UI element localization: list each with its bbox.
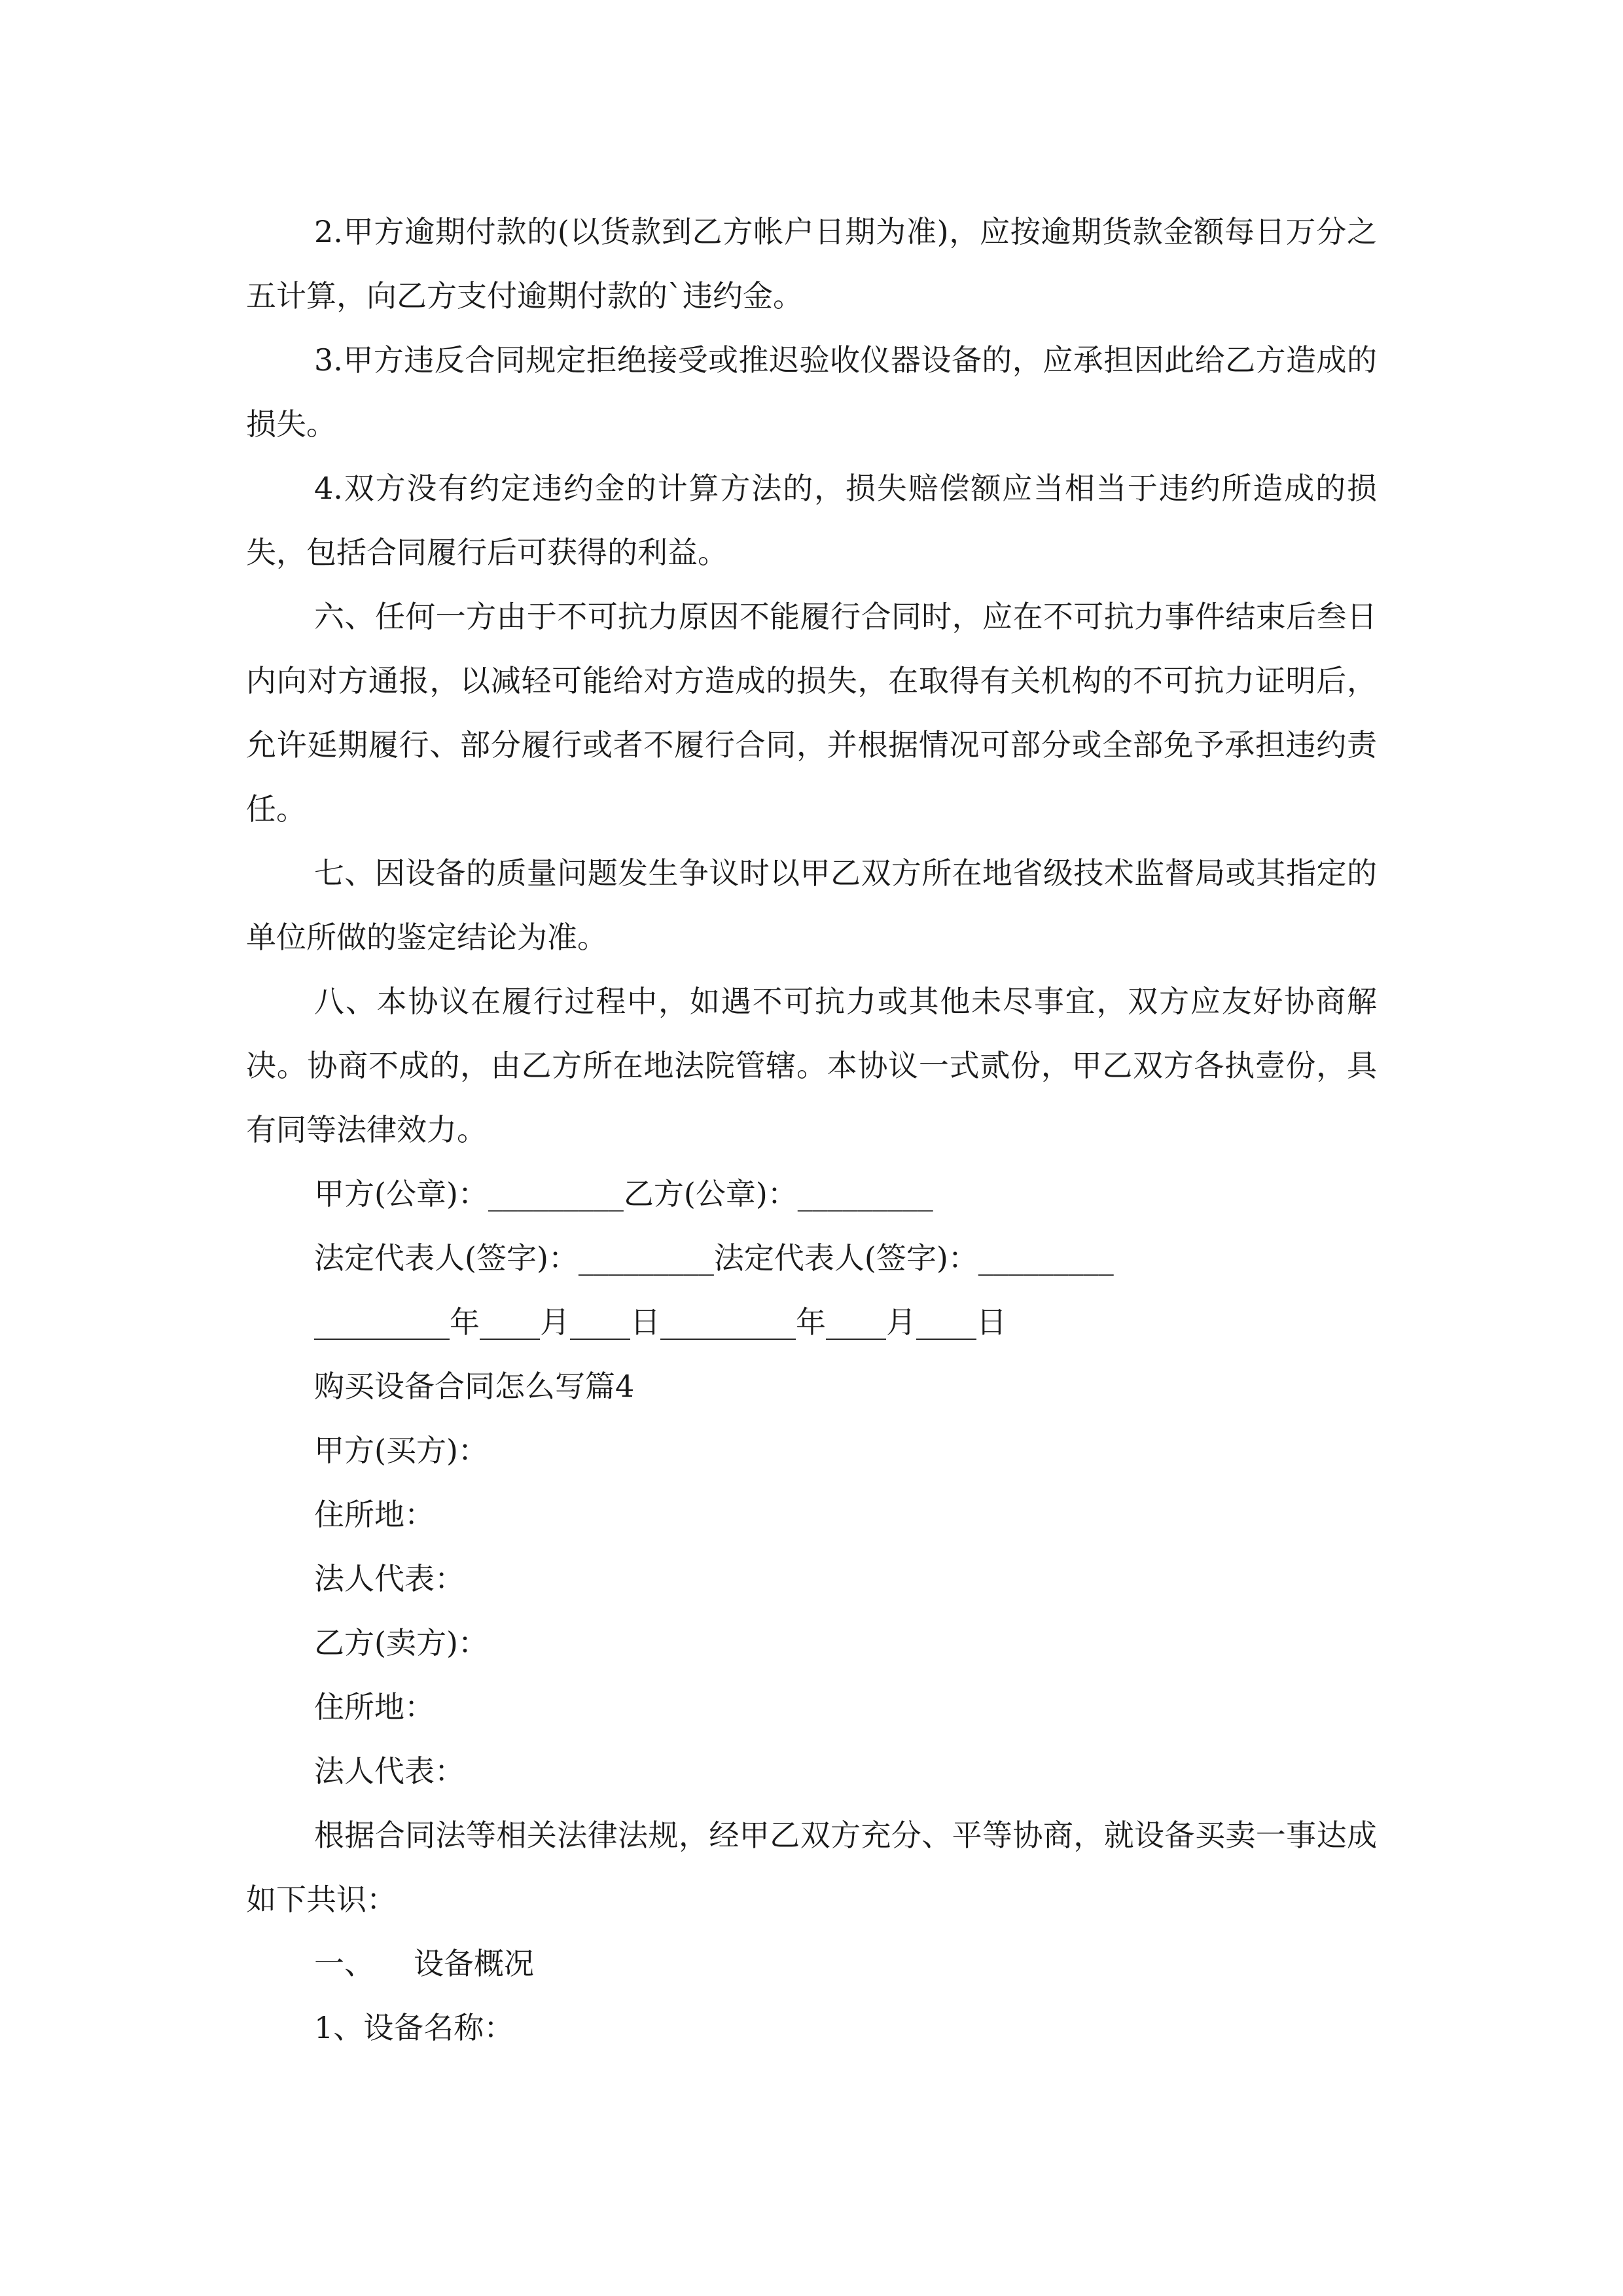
party-b-address-label: 住所地： [314,1689,435,1725]
signature-line-date: _________年____月____日_________年____月____日 [314,1304,1007,1340]
clause-refuse-acceptance: 3.甲方违反合同规定拒绝接受或推迟验收仪器设备的，应承担因此给乙方造成的损失。 [246,342,1377,442]
clause-overdue-payment: 2.甲方逾期付款的(以货款到乙方帐户日期为准)，应按逾期货款金额每日万分之五计算，向乙方支付逾期付款的`违约金。 [246,214,1377,314]
signature-line-representative: 法定代表人(签字)：_________法定代表人(签字)：_________ [314,1240,1114,1276]
party-b-label: 乙方(卖方)： [314,1625,488,1660]
section-one-heading [246,1931,1377,1996]
section-title: 购买设备合同怎么写篇4 [314,1369,635,1404]
document-body [246,200,1377,2060]
clause-force-majeure: 六、任何一方由于不可抗力原因不能履行合同时，应在不可抗力事件结束后叁日内向对方通报，以减轻可能给对方造成的损失，在取得有关机构的不可抗力证明后，允许延期履行、部分履行或者不履行合同，并根据情况可部分或全部免予承担违约责任。 [246,599,1377,827]
section-one-title: 设备概况 [414,1946,534,1981]
item-equipment-name: 1、设备名称： [314,2010,514,2045]
party-a-representative-label: 法人代表： [314,1561,465,1596]
party-b-representative-label: 法人代表： [314,1753,465,1789]
clause-damages-calculation: 4.双方没有约定违约金的计算方法的，损失赔偿额应当相当于违约所造成的损失，包括合同履行后可获得的利益。 [246,471,1377,570]
intro-paragraph: 根据合同法等相关法律法规，经甲乙双方充分、平等协商，就设备买卖一事达成如下共识： [246,1818,1377,1917]
section-one-number: 一、 [314,1946,374,1981]
party-a-label: 甲方(买方)： [314,1433,488,1468]
clause-quality-dispute: 七、因设备的质量问题发生争议时以甲乙双方所在地省级技术监督局或其指定的单位所做的鉴定结论为准。 [246,855,1377,955]
party-a-address-label: 住所地： [314,1497,435,1532]
clause-jurisdiction: 八、本协议在履行过程中，如遇不可抗力或其他未尽事宜，双方应友好协商解决。协商不成的，由乙方所在地法院管辖。本协议一式贰份，甲乙双方各执壹份，具有同等法律效力。 [246,984,1377,1147]
signature-line-seal: 甲方(公章)：_________乙方(公章)：_________ [314,1176,933,1211]
